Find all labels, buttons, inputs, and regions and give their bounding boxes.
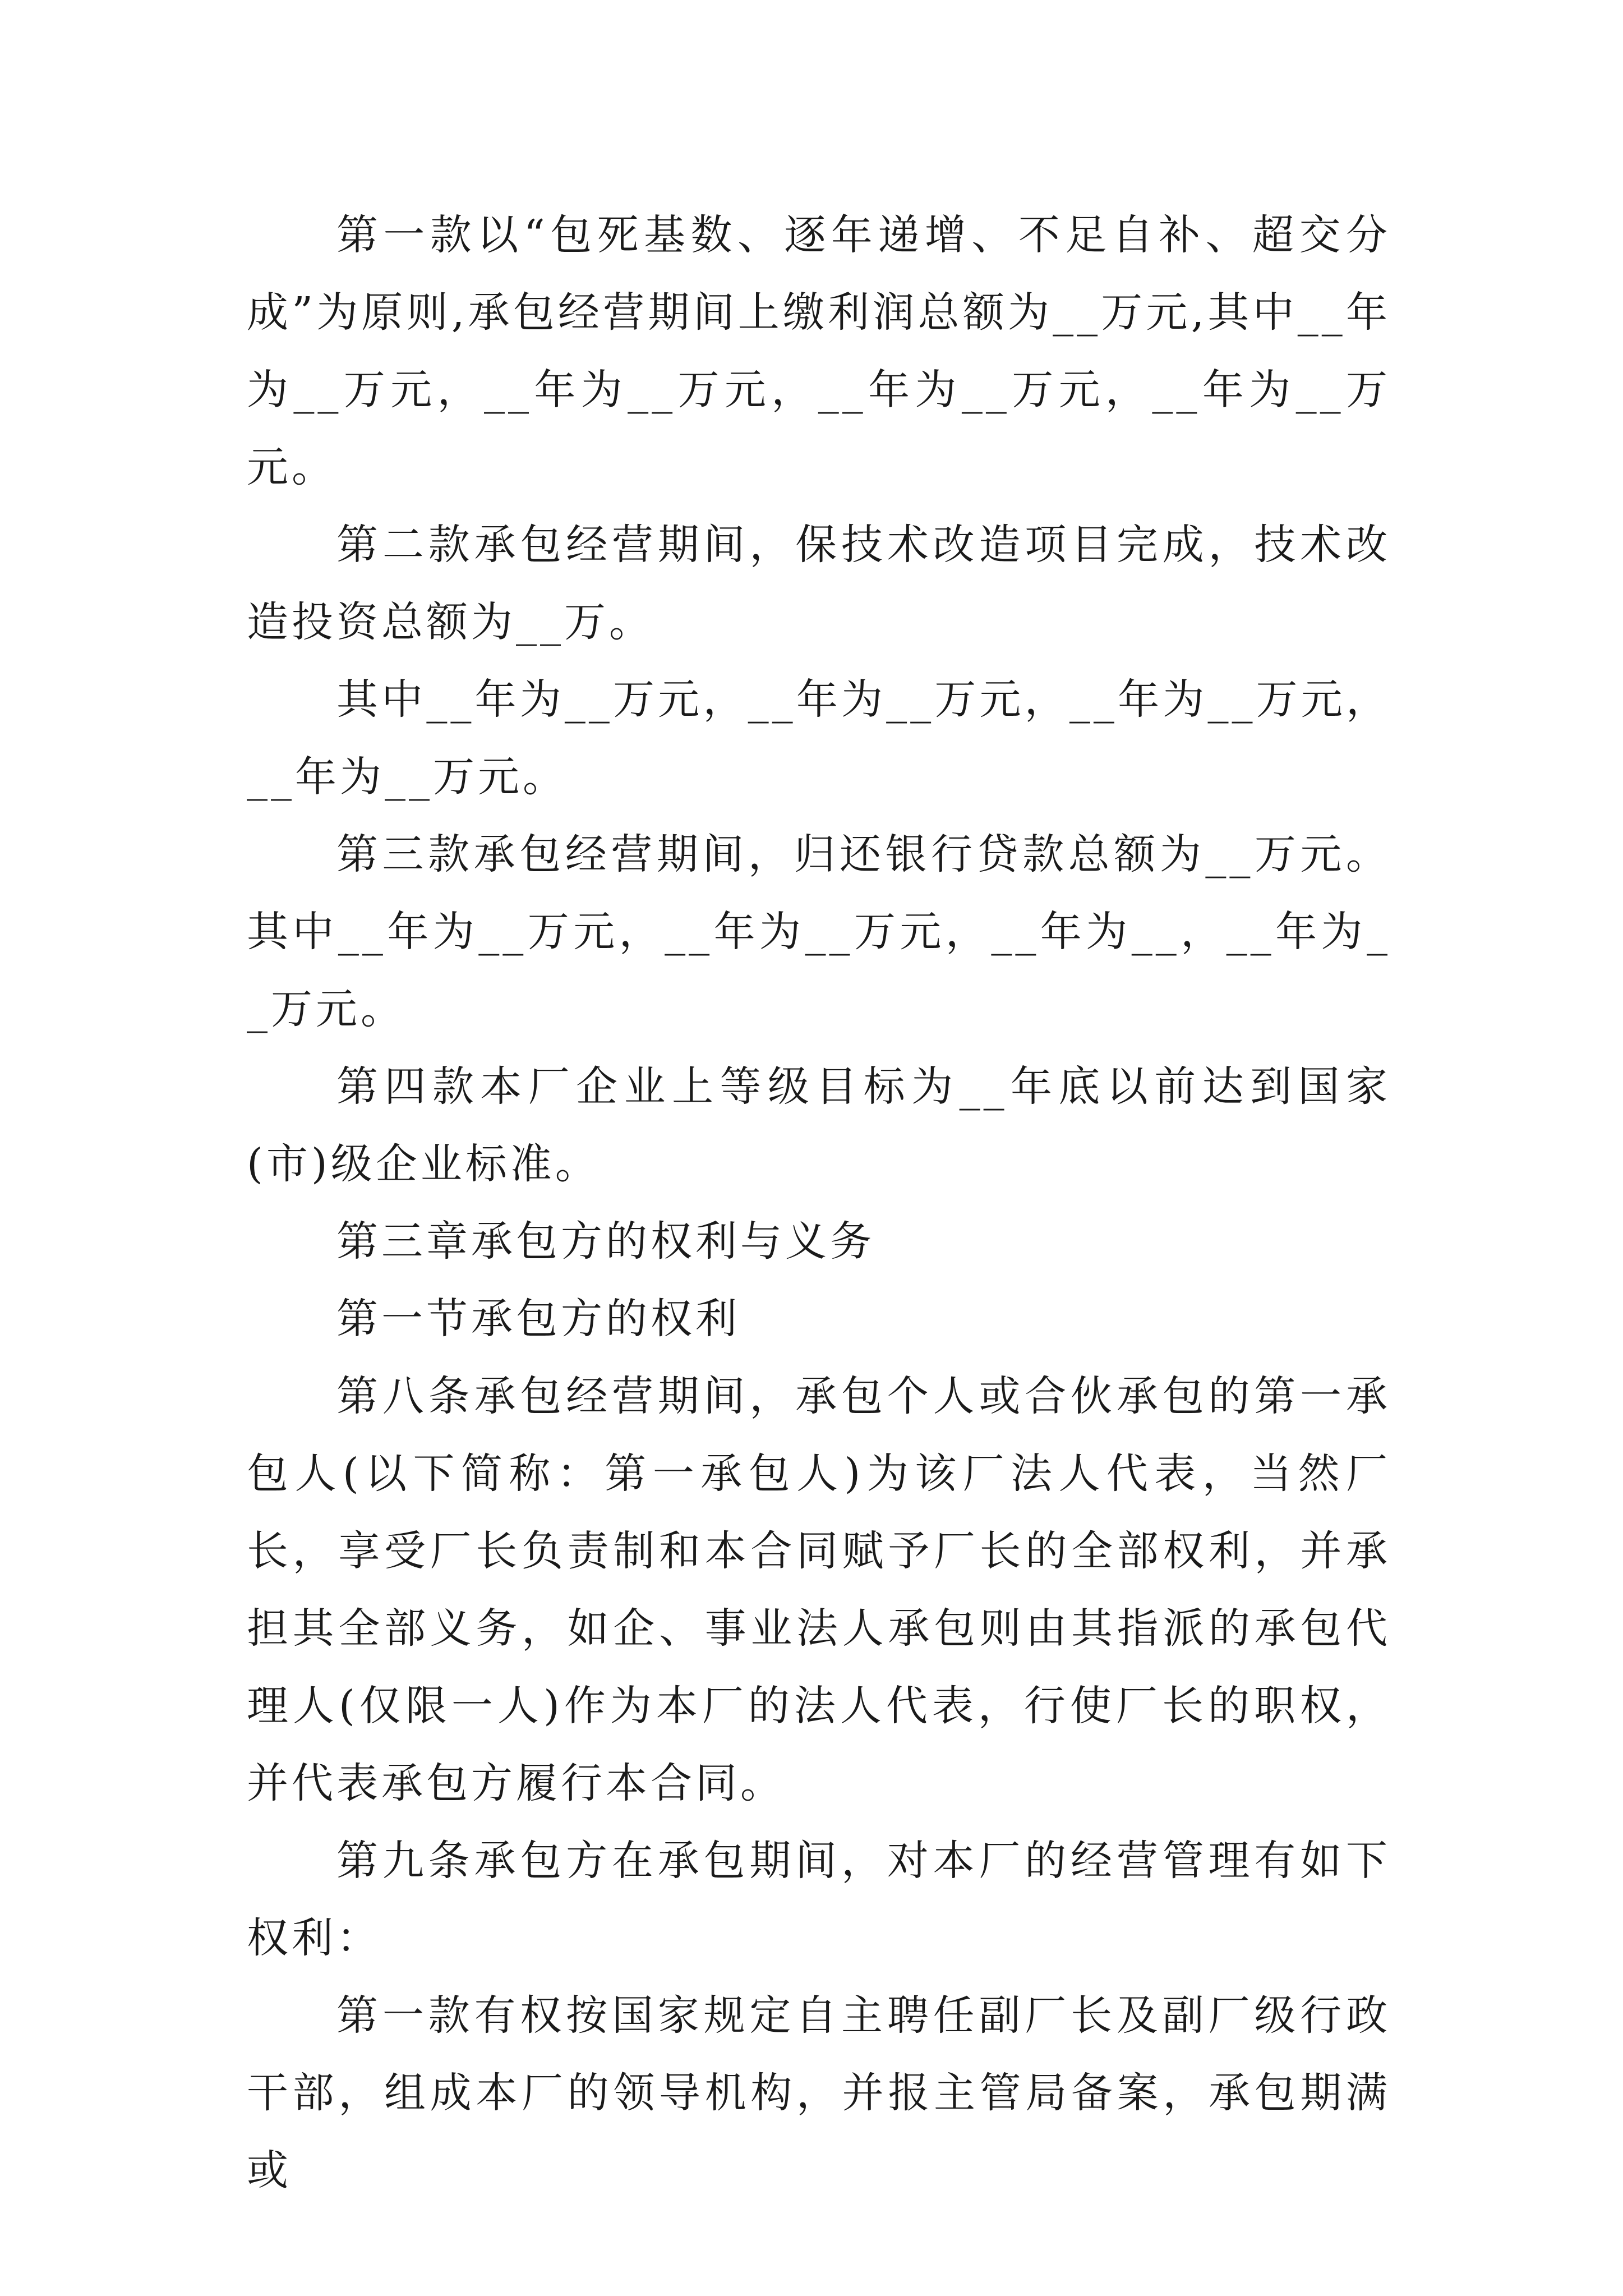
article-9-paragraph: 第九条承包方在承包期间，对本厂的经营管理有如下权利： bbox=[247, 1837, 1391, 1962]
clause-1-profit-paragraph: 第一款以“包死基数、逐年递增、不足自补、超交分成”为原则,承包经营期间上缴利润总额为__万元,其中__年为__万元，__年为__万元，__年为__万元，__年为__万元。 bbox=[247, 211, 1391, 491]
clause-3-loan-paragraph: 第三款承包经营期间，归还银行贷款总额为__万元。其中__年为__万元，__年为__万元，__年为__，__年为_ _万元。 bbox=[247, 830, 1391, 1033]
article-8-paragraph: 第八条承包经营期间，承包个人或合伙承包的第一承包人(以下简称：第一承包人)为该厂法人代表，当然厂长，享受厂长负责制和本合同赋予厂长的全部权利，并承担其全部义务，如企、事业法人承包则由其指派的承包代理人(仅限一人)作为本厂的法人代表，行使厂长的职权，并代表承包方履行本合同。 bbox=[247, 1372, 1391, 1807]
tech-upgrade-breakdown-paragraph: 其中__年为__万元，__年为__万元，__年为__万元，__年为__万元。 bbox=[247, 675, 1391, 801]
article-9-clause-1-paragraph: 第一款有权按国家规定自主聘任副厂长及副厂级行政干部，组成本厂的领导机构，并报主管局备案，承包期满或 bbox=[247, 1991, 1391, 2194]
clause-4-grade-target-paragraph: 第四款本厂企业上等级目标为__年底以前达到国家(市)级企业标准。 bbox=[247, 1062, 1391, 1188]
chapter-3-heading: 第三章承包方的权利与义务 bbox=[336, 1217, 875, 1266]
clause-2-tech-upgrade-paragraph: 第二款承包经营期间，保技术改造项目完成，技术改造投资总额为__万。 bbox=[247, 521, 1391, 646]
document-body bbox=[247, 196, 1391, 2209]
section-1-heading: 第一节承包方的权利 bbox=[336, 1295, 740, 1343]
